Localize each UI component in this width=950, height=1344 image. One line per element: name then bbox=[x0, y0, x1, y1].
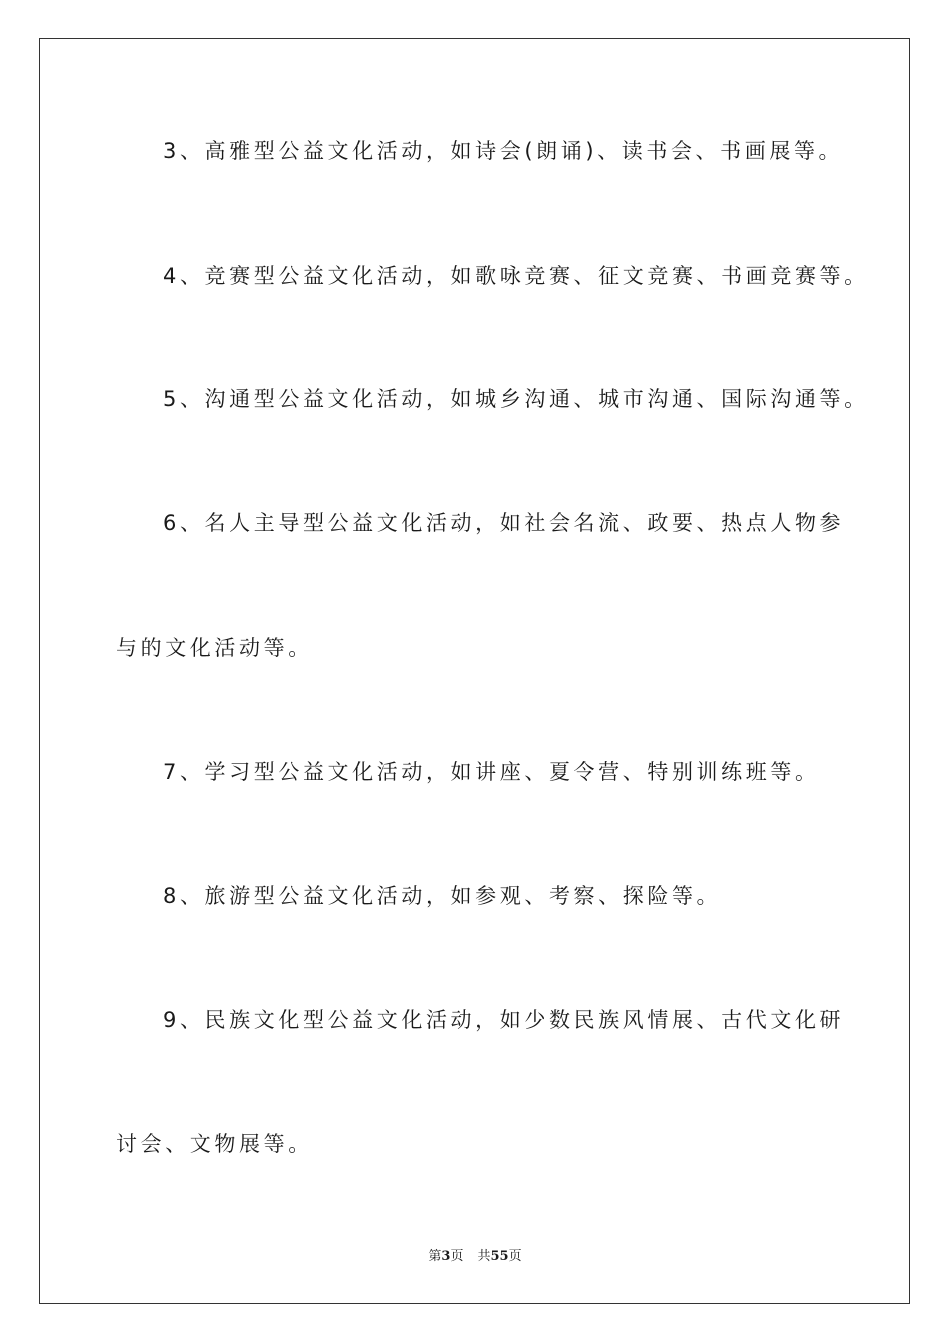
footer-total-prefix: 共 bbox=[477, 1249, 491, 1264]
paragraph-7: 7、学习型公益文化活动，如讲座、夏令营、特别训练班等。 bbox=[163, 760, 820, 784]
footer-page-suffix: 页 bbox=[450, 1249, 464, 1264]
paragraph-8: 8、旅游型公益文化活动，如参观、考察、探险等。 bbox=[163, 884, 722, 908]
paragraph-3: 3、高雅型公益文化活动，如诗会(朗诵)、读书会、书画展等。 bbox=[163, 139, 844, 163]
paragraph-5: 5、沟通型公益文化活动，如城乡沟通、城市沟通、国际沟通等。 bbox=[163, 387, 869, 411]
paragraph-4: 4、竞赛型公益文化活动，如歌咏竞赛、征文竞赛、书画竞赛等。 bbox=[163, 264, 869, 288]
footer-page-prefix: 第 bbox=[428, 1249, 442, 1264]
paragraph-6-line-2: 与的文化活动等。 bbox=[116, 636, 313, 660]
paragraph-9-line-2: 讨会、文物展等。 bbox=[116, 1132, 313, 1156]
footer-total-suffix: 页 bbox=[508, 1249, 522, 1264]
footer-total-pages: 55 bbox=[490, 1249, 509, 1264]
page-border bbox=[39, 38, 910, 1304]
paragraph-9-line-1: 9、民族文化型公益文化活动，如少数民族风情展、古代文化研 bbox=[163, 1008, 845, 1032]
paragraph-6-line-1: 6、名人主导型公益文化活动，如社会名流、政要、热点人物参 bbox=[163, 511, 845, 535]
footer-page-number: 3 bbox=[441, 1249, 451, 1264]
page-footer bbox=[0, 1248, 950, 1266]
